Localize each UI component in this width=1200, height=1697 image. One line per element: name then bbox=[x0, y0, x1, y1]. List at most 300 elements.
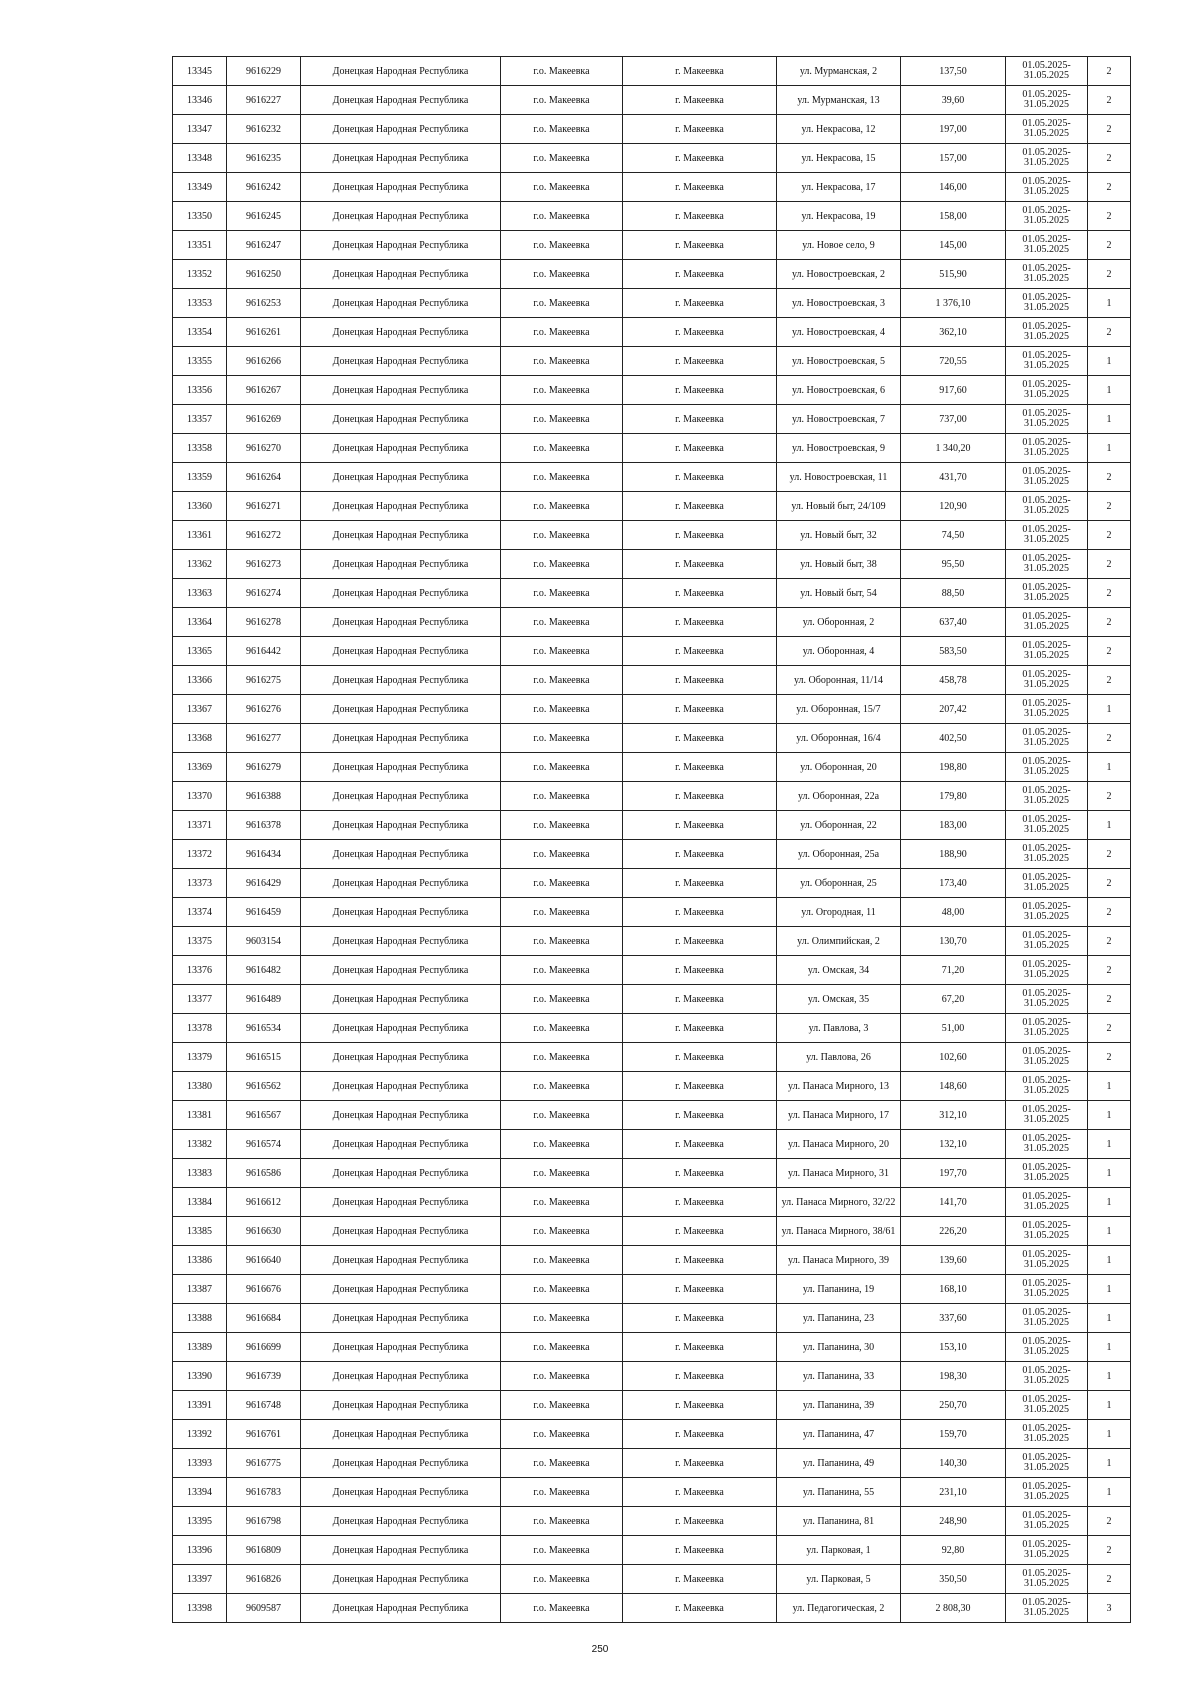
class-cell: 2 bbox=[1088, 144, 1131, 173]
address-cell: ул. Оборонная, 20 bbox=[777, 753, 901, 782]
object-code-cell: 9616273 bbox=[227, 550, 301, 579]
city-cell: г. Макеевка bbox=[623, 1072, 777, 1101]
region-cell: Донецкая Народная Республика bbox=[301, 115, 501, 144]
region-cell: Донецкая Народная Республика bbox=[301, 753, 501, 782]
row-number-cell: 13389 bbox=[173, 1333, 227, 1362]
object-code-cell: 9616275 bbox=[227, 666, 301, 695]
row-number-cell: 13347 bbox=[173, 115, 227, 144]
row-number-cell: 13357 bbox=[173, 405, 227, 434]
row-number-cell: 13361 bbox=[173, 521, 227, 550]
area-cell: 67,20 bbox=[901, 985, 1006, 1014]
object-code-cell: 9616739 bbox=[227, 1362, 301, 1391]
period-cell: 01.05.2025- 31.05.2025 bbox=[1006, 1159, 1088, 1188]
region-cell: Донецкая Народная Республика bbox=[301, 492, 501, 521]
municipality-cell: г.о. Макеевка bbox=[501, 86, 623, 115]
area-cell: 148,60 bbox=[901, 1072, 1006, 1101]
address-cell: ул. Парковая, 5 bbox=[777, 1565, 901, 1594]
region-cell: Донецкая Народная Республика bbox=[301, 1014, 501, 1043]
object-code-cell: 9616232 bbox=[227, 115, 301, 144]
object-code-cell: 9616761 bbox=[227, 1420, 301, 1449]
period-cell: 01.05.2025- 31.05.2025 bbox=[1006, 57, 1088, 86]
row-number-cell: 13356 bbox=[173, 376, 227, 405]
period-cell: 01.05.2025- 31.05.2025 bbox=[1006, 260, 1088, 289]
object-code-cell: 9616269 bbox=[227, 405, 301, 434]
municipality-cell: г.о. Макеевка bbox=[501, 1449, 623, 1478]
address-cell: ул. Новостроевская, 5 bbox=[777, 347, 901, 376]
row-number-cell: 13358 bbox=[173, 434, 227, 463]
class-cell: 2 bbox=[1088, 782, 1131, 811]
area-cell: 39,60 bbox=[901, 86, 1006, 115]
municipality-cell: г.о. Макеевка bbox=[501, 1072, 623, 1101]
region-cell: Донецкая Народная Республика bbox=[301, 1072, 501, 1101]
municipality-cell: г.о. Макеевка bbox=[501, 695, 623, 724]
municipality-cell: г.о. Макеевка bbox=[501, 840, 623, 869]
row-number-cell: 13359 bbox=[173, 463, 227, 492]
city-cell: г. Макеевка bbox=[623, 1130, 777, 1159]
object-code-cell: 9616278 bbox=[227, 608, 301, 637]
address-cell: ул. Оборонная, 15/7 bbox=[777, 695, 901, 724]
period-cell: 01.05.2025- 31.05.2025 bbox=[1006, 1101, 1088, 1130]
area-cell: 183,00 bbox=[901, 811, 1006, 840]
city-cell: г. Макеевка bbox=[623, 840, 777, 869]
city-cell: г. Макеевка bbox=[623, 57, 777, 86]
municipality-cell: г.о. Макеевка bbox=[501, 434, 623, 463]
municipality-cell: г.о. Макеевка bbox=[501, 57, 623, 86]
region-cell: Донецкая Народная Республика bbox=[301, 1043, 501, 1072]
period-cell: 01.05.2025- 31.05.2025 bbox=[1006, 1188, 1088, 1217]
table-row bbox=[173, 231, 1131, 260]
municipality-cell: г.о. Макеевка bbox=[501, 666, 623, 695]
city-cell: г. Макеевка bbox=[623, 1014, 777, 1043]
table-row bbox=[173, 1217, 1131, 1246]
class-cell: 1 bbox=[1088, 811, 1131, 840]
row-number-cell: 13388 bbox=[173, 1304, 227, 1333]
class-cell: 1 bbox=[1088, 695, 1131, 724]
object-code-cell: 9616229 bbox=[227, 57, 301, 86]
municipality-cell: г.о. Макеевка bbox=[501, 608, 623, 637]
area-cell: 146,00 bbox=[901, 173, 1006, 202]
area-cell: 198,30 bbox=[901, 1362, 1006, 1391]
row-number-cell: 13394 bbox=[173, 1478, 227, 1507]
period-cell: 01.05.2025- 31.05.2025 bbox=[1006, 405, 1088, 434]
period-cell: 01.05.2025- 31.05.2025 bbox=[1006, 608, 1088, 637]
class-cell: 2 bbox=[1088, 173, 1131, 202]
table-row bbox=[173, 608, 1131, 637]
address-cell: ул. Панаса Мирного, 39 bbox=[777, 1246, 901, 1275]
object-code-cell: 9616271 bbox=[227, 492, 301, 521]
area-cell: 140,30 bbox=[901, 1449, 1006, 1478]
period-cell: 01.05.2025- 31.05.2025 bbox=[1006, 173, 1088, 202]
municipality-cell: г.о. Макеевка bbox=[501, 1536, 623, 1565]
period-cell: 01.05.2025- 31.05.2025 bbox=[1006, 985, 1088, 1014]
region-cell: Донецкая Народная Республика bbox=[301, 260, 501, 289]
area-cell: 362,10 bbox=[901, 318, 1006, 347]
class-cell: 2 bbox=[1088, 724, 1131, 753]
class-cell: 2 bbox=[1088, 956, 1131, 985]
address-cell: ул. Оборонная, 4 bbox=[777, 637, 901, 666]
object-code-cell: 9616482 bbox=[227, 956, 301, 985]
address-cell: ул. Павлова, 3 bbox=[777, 1014, 901, 1043]
object-code-cell: 9616261 bbox=[227, 318, 301, 347]
period-cell: 01.05.2025- 31.05.2025 bbox=[1006, 1014, 1088, 1043]
row-number-cell: 13362 bbox=[173, 550, 227, 579]
class-cell: 1 bbox=[1088, 1217, 1131, 1246]
object-code-cell: 9616245 bbox=[227, 202, 301, 231]
municipality-cell: г.о. Макеевка bbox=[501, 492, 623, 521]
address-cell: ул. Омская, 34 bbox=[777, 956, 901, 985]
city-cell: г. Макеевка bbox=[623, 695, 777, 724]
municipality-cell: г.о. Макеевка bbox=[501, 1478, 623, 1507]
table-row bbox=[173, 173, 1131, 202]
city-cell: г. Макеевка bbox=[623, 666, 777, 695]
table-row bbox=[173, 1275, 1131, 1304]
object-code-cell: 9616748 bbox=[227, 1391, 301, 1420]
table-row bbox=[173, 985, 1131, 1014]
address-cell: ул. Панаса Мирного, 17 bbox=[777, 1101, 901, 1130]
area-cell: 173,40 bbox=[901, 869, 1006, 898]
table-row bbox=[173, 1565, 1131, 1594]
object-code-cell: 9616253 bbox=[227, 289, 301, 318]
period-cell: 01.05.2025- 31.05.2025 bbox=[1006, 695, 1088, 724]
class-cell: 1 bbox=[1088, 1391, 1131, 1420]
table-row bbox=[173, 260, 1131, 289]
class-cell: 2 bbox=[1088, 492, 1131, 521]
area-cell: 207,42 bbox=[901, 695, 1006, 724]
class-cell: 1 bbox=[1088, 376, 1131, 405]
row-number-cell: 13365 bbox=[173, 637, 227, 666]
address-cell: ул. Новостроевская, 3 bbox=[777, 289, 901, 318]
area-cell: 74,50 bbox=[901, 521, 1006, 550]
period-cell: 01.05.2025- 31.05.2025 bbox=[1006, 550, 1088, 579]
region-cell: Донецкая Народная Республика bbox=[301, 434, 501, 463]
period-cell: 01.05.2025- 31.05.2025 bbox=[1006, 1304, 1088, 1333]
municipality-cell: г.о. Макеевка bbox=[501, 1507, 623, 1536]
city-cell: г. Макеевка bbox=[623, 782, 777, 811]
city-cell: г. Макеевка bbox=[623, 231, 777, 260]
region-cell: Донецкая Народная Республика bbox=[301, 1478, 501, 1507]
object-code-cell: 9616270 bbox=[227, 434, 301, 463]
address-cell: ул. Новый быт, 32 bbox=[777, 521, 901, 550]
object-code-cell: 9616612 bbox=[227, 1188, 301, 1217]
city-cell: г. Макеевка bbox=[623, 985, 777, 1014]
table-row bbox=[173, 57, 1131, 86]
row-number-cell: 13373 bbox=[173, 869, 227, 898]
region-cell: Донецкая Народная Республика bbox=[301, 869, 501, 898]
region-cell: Донецкая Народная Республика bbox=[301, 579, 501, 608]
municipality-cell: г.о. Макеевка bbox=[501, 637, 623, 666]
municipality-cell: г.о. Макеевка bbox=[501, 1014, 623, 1043]
row-number-cell: 13364 bbox=[173, 608, 227, 637]
address-cell: ул. Оборонная, 11/14 bbox=[777, 666, 901, 695]
object-code-cell: 9616534 bbox=[227, 1014, 301, 1043]
table-row bbox=[173, 1449, 1131, 1478]
region-cell: Донецкая Народная Республика bbox=[301, 1565, 501, 1594]
municipality-cell: г.о. Макеевка bbox=[501, 1246, 623, 1275]
row-number-cell: 13374 bbox=[173, 898, 227, 927]
area-cell: 159,70 bbox=[901, 1420, 1006, 1449]
table-row bbox=[173, 724, 1131, 753]
address-cell: ул. Новостроевская, 6 bbox=[777, 376, 901, 405]
address-cell: ул. Оборонная, 22а bbox=[777, 782, 901, 811]
period-cell: 01.05.2025- 31.05.2025 bbox=[1006, 521, 1088, 550]
city-cell: г. Макеевка bbox=[623, 492, 777, 521]
municipality-cell: г.о. Макеевка bbox=[501, 1275, 623, 1304]
area-cell: 139,60 bbox=[901, 1246, 1006, 1275]
class-cell: 1 bbox=[1088, 1275, 1131, 1304]
object-code-cell: 9616684 bbox=[227, 1304, 301, 1333]
table-row bbox=[173, 898, 1131, 927]
address-cell: ул. Павлова, 26 bbox=[777, 1043, 901, 1072]
period-cell: 01.05.2025- 31.05.2025 bbox=[1006, 347, 1088, 376]
table-row bbox=[173, 927, 1131, 956]
period-cell: 01.05.2025- 31.05.2025 bbox=[1006, 898, 1088, 927]
period-cell: 01.05.2025- 31.05.2025 bbox=[1006, 724, 1088, 753]
table-row bbox=[173, 1333, 1131, 1362]
address-cell: ул. Папанина, 55 bbox=[777, 1478, 901, 1507]
period-cell: 01.05.2025- 31.05.2025 bbox=[1006, 1130, 1088, 1159]
municipality-cell: г.о. Макеевка bbox=[501, 869, 623, 898]
row-number-cell: 13385 bbox=[173, 1217, 227, 1246]
city-cell: г. Макеевка bbox=[623, 202, 777, 231]
document-sheet bbox=[172, 56, 1130, 1623]
region-cell: Донецкая Народная Республика bbox=[301, 57, 501, 86]
city-cell: г. Макеевка bbox=[623, 144, 777, 173]
city-cell: г. Макеевка bbox=[623, 811, 777, 840]
municipality-cell: г.о. Макеевка bbox=[501, 521, 623, 550]
row-number-cell: 13384 bbox=[173, 1188, 227, 1217]
table-row bbox=[173, 318, 1131, 347]
region-cell: Донецкая Народная Республика bbox=[301, 666, 501, 695]
registry-table bbox=[172, 56, 1131, 1623]
area-cell: 1 340,20 bbox=[901, 434, 1006, 463]
table-row bbox=[173, 1101, 1131, 1130]
object-code-cell: 9616250 bbox=[227, 260, 301, 289]
table-row bbox=[173, 840, 1131, 869]
object-code-cell: 9616489 bbox=[227, 985, 301, 1014]
address-cell: ул. Парковая, 1 bbox=[777, 1536, 901, 1565]
class-cell: 2 bbox=[1088, 666, 1131, 695]
area-cell: 2 808,30 bbox=[901, 1594, 1006, 1623]
municipality-cell: г.о. Макеевка bbox=[501, 202, 623, 231]
region-cell: Донецкая Народная Республика bbox=[301, 1449, 501, 1478]
class-cell: 1 bbox=[1088, 289, 1131, 318]
table-row bbox=[173, 521, 1131, 550]
period-cell: 01.05.2025- 31.05.2025 bbox=[1006, 782, 1088, 811]
table-row bbox=[173, 695, 1131, 724]
city-cell: г. Макеевка bbox=[623, 434, 777, 463]
table-row bbox=[173, 1391, 1131, 1420]
area-cell: 515,90 bbox=[901, 260, 1006, 289]
address-cell: ул. Некрасова, 12 bbox=[777, 115, 901, 144]
city-cell: г. Макеевка bbox=[623, 579, 777, 608]
area-cell: 137,50 bbox=[901, 57, 1006, 86]
row-number-cell: 13366 bbox=[173, 666, 227, 695]
period-cell: 01.05.2025- 31.05.2025 bbox=[1006, 956, 1088, 985]
address-cell: ул. Панаса Мирного, 13 bbox=[777, 1072, 901, 1101]
address-cell: ул. Оборонная, 2 bbox=[777, 608, 901, 637]
address-cell: ул. Папанина, 81 bbox=[777, 1507, 901, 1536]
region-cell: Донецкая Народная Республика bbox=[301, 898, 501, 927]
class-cell: 1 bbox=[1088, 405, 1131, 434]
region-cell: Донецкая Народная Республика bbox=[301, 1362, 501, 1391]
table-row bbox=[173, 1159, 1131, 1188]
city-cell: г. Макеевка bbox=[623, 1565, 777, 1594]
region-cell: Донецкая Народная Республика bbox=[301, 173, 501, 202]
class-cell: 2 bbox=[1088, 57, 1131, 86]
address-cell: ул. Папанина, 47 bbox=[777, 1420, 901, 1449]
area-cell: 250,70 bbox=[901, 1391, 1006, 1420]
address-cell: ул. Панаса Мирного, 38/61 bbox=[777, 1217, 901, 1246]
table-body bbox=[173, 57, 1131, 1623]
city-cell: г. Макеевка bbox=[623, 1507, 777, 1536]
region-cell: Донецкая Народная Республика bbox=[301, 1217, 501, 1246]
period-cell: 01.05.2025- 31.05.2025 bbox=[1006, 1536, 1088, 1565]
municipality-cell: г.о. Макеевка bbox=[501, 231, 623, 260]
region-cell: Донецкая Народная Республика bbox=[301, 376, 501, 405]
table-row bbox=[173, 1478, 1131, 1507]
period-cell: 01.05.2025- 31.05.2025 bbox=[1006, 1449, 1088, 1478]
municipality-cell: г.о. Макеевка bbox=[501, 1420, 623, 1449]
table-row bbox=[173, 782, 1131, 811]
region-cell: Донецкая Народная Республика bbox=[301, 1304, 501, 1333]
object-code-cell: 9616640 bbox=[227, 1246, 301, 1275]
area-cell: 402,50 bbox=[901, 724, 1006, 753]
area-cell: 120,90 bbox=[901, 492, 1006, 521]
row-number-cell: 13376 bbox=[173, 956, 227, 985]
class-cell: 2 bbox=[1088, 637, 1131, 666]
period-cell: 01.05.2025- 31.05.2025 bbox=[1006, 811, 1088, 840]
city-cell: г. Макеевка bbox=[623, 1362, 777, 1391]
area-cell: 130,70 bbox=[901, 927, 1006, 956]
class-cell: 1 bbox=[1088, 434, 1131, 463]
region-cell: Донецкая Народная Республика bbox=[301, 289, 501, 318]
table-row bbox=[173, 1130, 1131, 1159]
period-cell: 01.05.2025- 31.05.2025 bbox=[1006, 1420, 1088, 1449]
table-row bbox=[173, 637, 1131, 666]
row-number-cell: 13391 bbox=[173, 1391, 227, 1420]
region-cell: Донецкая Народная Республика bbox=[301, 1536, 501, 1565]
city-cell: г. Макеевка bbox=[623, 724, 777, 753]
class-cell: 1 bbox=[1088, 1159, 1131, 1188]
city-cell: г. Макеевка bbox=[623, 1478, 777, 1507]
period-cell: 01.05.2025- 31.05.2025 bbox=[1006, 289, 1088, 318]
row-number-cell: 13363 bbox=[173, 579, 227, 608]
area-cell: 51,00 bbox=[901, 1014, 1006, 1043]
city-cell: г. Макеевка bbox=[623, 637, 777, 666]
region-cell: Донецкая Народная Республика bbox=[301, 782, 501, 811]
area-cell: 226,20 bbox=[901, 1217, 1006, 1246]
class-cell: 2 bbox=[1088, 318, 1131, 347]
class-cell: 2 bbox=[1088, 608, 1131, 637]
row-number-cell: 13395 bbox=[173, 1507, 227, 1536]
table-row bbox=[173, 579, 1131, 608]
area-cell: 188,90 bbox=[901, 840, 1006, 869]
period-cell: 01.05.2025- 31.05.2025 bbox=[1006, 840, 1088, 869]
object-code-cell: 9616809 bbox=[227, 1536, 301, 1565]
address-cell: ул. Новое село, 9 bbox=[777, 231, 901, 260]
row-number-cell: 13397 bbox=[173, 1565, 227, 1594]
row-number-cell: 13348 bbox=[173, 144, 227, 173]
object-code-cell: 9616235 bbox=[227, 144, 301, 173]
address-cell: ул. Педагогическая, 2 bbox=[777, 1594, 901, 1623]
address-cell: ул. Новостроевская, 4 bbox=[777, 318, 901, 347]
object-code-cell: 9616826 bbox=[227, 1565, 301, 1594]
area-cell: 145,00 bbox=[901, 231, 1006, 260]
city-cell: г. Макеевка bbox=[623, 376, 777, 405]
object-code-cell: 9616272 bbox=[227, 521, 301, 550]
region-cell: Донецкая Народная Республика bbox=[301, 1507, 501, 1536]
city-cell: г. Макеевка bbox=[623, 521, 777, 550]
address-cell: ул. Новостроевская, 7 bbox=[777, 405, 901, 434]
period-cell: 01.05.2025- 31.05.2025 bbox=[1006, 1072, 1088, 1101]
city-cell: г. Макеевка bbox=[623, 347, 777, 376]
table-row bbox=[173, 144, 1131, 173]
class-cell: 1 bbox=[1088, 1449, 1131, 1478]
municipality-cell: г.о. Макеевка bbox=[501, 115, 623, 144]
region-cell: Донецкая Народная Республика bbox=[301, 1246, 501, 1275]
region-cell: Донецкая Народная Республика bbox=[301, 1188, 501, 1217]
area-cell: 157,00 bbox=[901, 144, 1006, 173]
area-cell: 71,20 bbox=[901, 956, 1006, 985]
city-cell: г. Макеевка bbox=[623, 260, 777, 289]
city-cell: г. Макеевка bbox=[623, 173, 777, 202]
row-number-cell: 13360 bbox=[173, 492, 227, 521]
municipality-cell: г.о. Макеевка bbox=[501, 289, 623, 318]
area-cell: 153,10 bbox=[901, 1333, 1006, 1362]
class-cell: 2 bbox=[1088, 579, 1131, 608]
area-cell: 231,10 bbox=[901, 1478, 1006, 1507]
row-number-cell: 13346 bbox=[173, 86, 227, 115]
period-cell: 01.05.2025- 31.05.2025 bbox=[1006, 579, 1088, 608]
table-row bbox=[173, 753, 1131, 782]
city-cell: г. Макеевка bbox=[623, 1246, 777, 1275]
object-code-cell: 9616459 bbox=[227, 898, 301, 927]
period-cell: 01.05.2025- 31.05.2025 bbox=[1006, 231, 1088, 260]
object-code-cell: 9616630 bbox=[227, 1217, 301, 1246]
city-cell: г. Макеевка bbox=[623, 1420, 777, 1449]
municipality-cell: г.о. Макеевка bbox=[501, 1594, 623, 1623]
address-cell: ул. Олимпийская, 2 bbox=[777, 927, 901, 956]
table-row bbox=[173, 1014, 1131, 1043]
row-number-cell: 13377 bbox=[173, 985, 227, 1014]
city-cell: г. Макеевка bbox=[623, 898, 777, 927]
area-cell: 92,80 bbox=[901, 1536, 1006, 1565]
municipality-cell: г.о. Макеевка bbox=[501, 173, 623, 202]
address-cell: ул. Мурманская, 13 bbox=[777, 86, 901, 115]
period-cell: 01.05.2025- 31.05.2025 bbox=[1006, 115, 1088, 144]
period-cell: 01.05.2025- 31.05.2025 bbox=[1006, 376, 1088, 405]
row-number-cell: 13398 bbox=[173, 1594, 227, 1623]
class-cell: 2 bbox=[1088, 1014, 1131, 1043]
table-row bbox=[173, 202, 1131, 231]
table-row bbox=[173, 289, 1131, 318]
row-number-cell: 13351 bbox=[173, 231, 227, 260]
row-number-cell: 13368 bbox=[173, 724, 227, 753]
class-cell: 2 bbox=[1088, 1043, 1131, 1072]
area-cell: 312,10 bbox=[901, 1101, 1006, 1130]
object-code-cell: 9616434 bbox=[227, 840, 301, 869]
class-cell: 2 bbox=[1088, 927, 1131, 956]
municipality-cell: г.о. Макеевка bbox=[501, 376, 623, 405]
table-row bbox=[173, 1072, 1131, 1101]
period-cell: 01.05.2025- 31.05.2025 bbox=[1006, 492, 1088, 521]
address-cell: ул. Папанина, 49 bbox=[777, 1449, 901, 1478]
period-cell: 01.05.2025- 31.05.2025 bbox=[1006, 927, 1088, 956]
object-code-cell: 9616574 bbox=[227, 1130, 301, 1159]
object-code-cell: 9616247 bbox=[227, 231, 301, 260]
object-code-cell: 9616227 bbox=[227, 86, 301, 115]
city-cell: г. Макеевка bbox=[623, 1217, 777, 1246]
